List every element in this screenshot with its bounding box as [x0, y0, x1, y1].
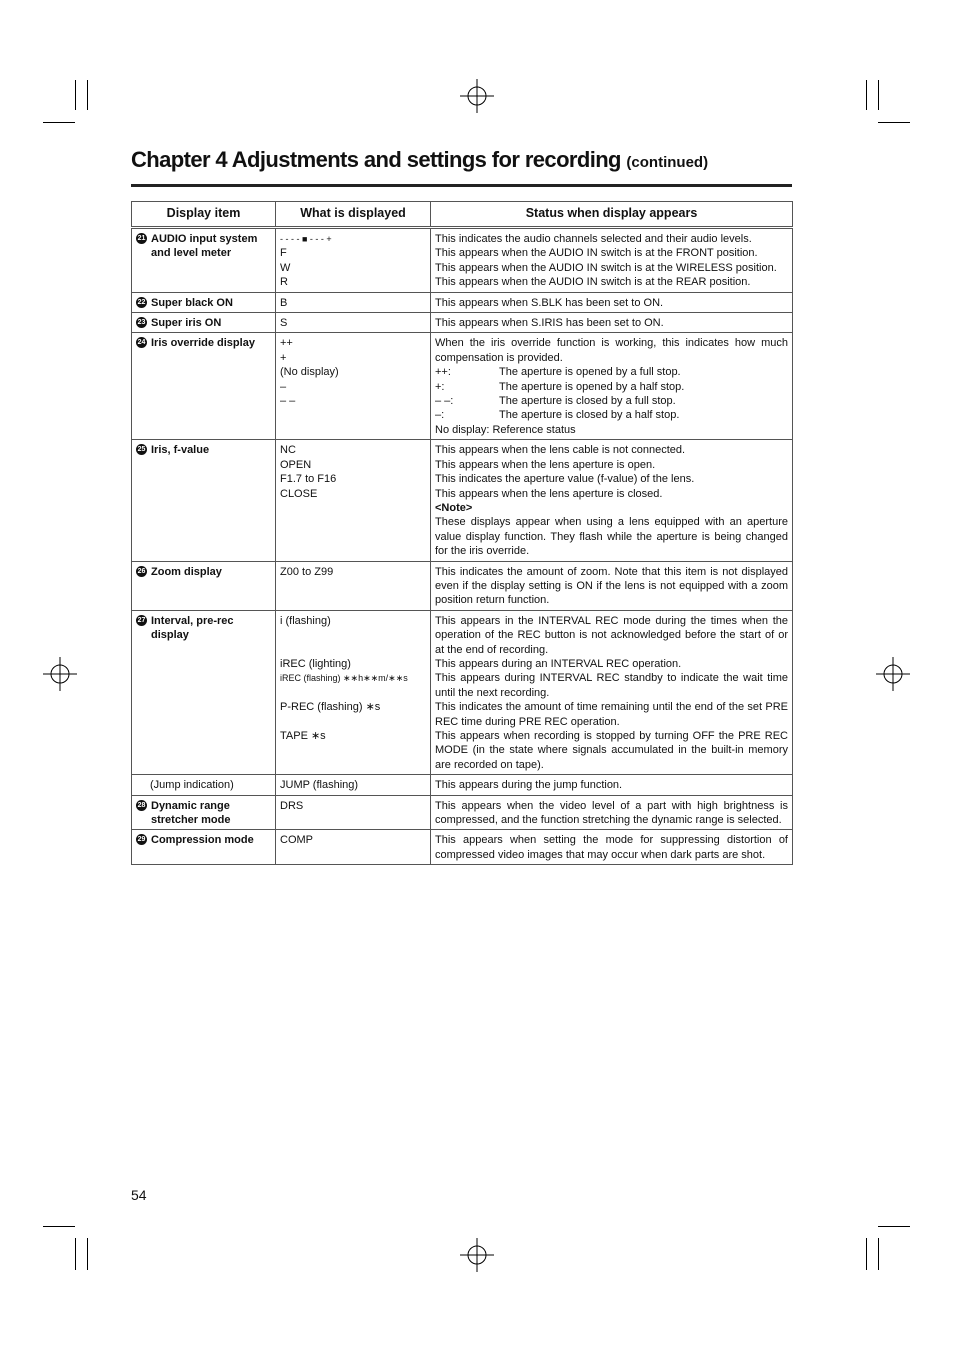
item-number-badge: 28 [137, 801, 146, 809]
display-value: F1.7 to F16 [280, 473, 337, 486]
display-value: TAPE ∗s [280, 729, 326, 742]
status-cell [431, 830, 793, 865]
item-number-badge: 26 [137, 567, 146, 575]
column-header: Status when display appears [431, 202, 793, 228]
status-text: This indicates the amount of zoom. Note that this item is not displayed even if the display setting is ON if the lens is not equipped with a zoom position return function. [435, 565, 788, 607]
display-item-cell [132, 292, 276, 312]
display-value: – – [280, 395, 296, 408]
display-value: – [280, 380, 287, 393]
status-text: This appears when setting the mode for suppressing distortion of compressed video images that may occur when dark parts are shot. [435, 834, 788, 861]
status-text: This appears when recording is stopped by turning OFF the PRE REC MODE (in the state where signals accumulated in the built-in memory are recorded on tape). [435, 730, 788, 771]
status-cell [431, 775, 793, 795]
display-value: i (flashing) [280, 614, 331, 627]
item-number-badge: 29 [137, 836, 146, 844]
pair-key: – –: [435, 395, 454, 408]
item-label: Interval, pre-rec display [151, 614, 234, 642]
title-continued: (continued) [626, 154, 709, 171]
item-number-badge: 22 [137, 298, 146, 306]
display-value: W [280, 261, 291, 274]
status-pair [435, 365, 788, 379]
table-row [132, 440, 793, 561]
table-row [132, 333, 793, 440]
crop-mark [75, 1238, 76, 1270]
display-value: CLOSE [280, 487, 318, 500]
page-title [131, 147, 708, 173]
status-text: This appears when the lens aperture is open. [435, 458, 656, 471]
table-row [132, 795, 793, 830]
status-text: This appears during INTERVAL REC standby to indicate the wait time until the next recording. [435, 672, 788, 699]
table-header-row [132, 202, 793, 228]
display-value: F [280, 247, 287, 260]
status-cell [431, 440, 793, 561]
registration-mark-icon [43, 657, 77, 691]
crop-mark [87, 80, 88, 110]
item-label: Super black ON [151, 296, 233, 309]
crop-mark [866, 80, 867, 110]
status-pair [435, 394, 788, 408]
pair-value: The aperture is opened by a full stop. [499, 366, 681, 379]
display-item-cell [132, 561, 276, 610]
what-displayed-cell [276, 795, 431, 830]
status-text: No display: Reference status [435, 423, 576, 436]
status-cell [431, 313, 793, 333]
registration-mark-icon [460, 79, 494, 113]
note-label: <Note> [435, 501, 473, 514]
table-row [132, 610, 793, 774]
item-label: Dynamic range stretcher mode [151, 799, 231, 827]
what-displayed-cell [276, 830, 431, 865]
status-text: This appears during the jump function. [435, 779, 623, 792]
pair-value: The aperture is opened by a half stop. [499, 380, 685, 393]
table-row [132, 292, 793, 312]
status-text: This appears when the AUDIO IN switch is at the WIRELESS position. [435, 261, 777, 274]
status-text: This indicates the audio channels selected and their audio levels. [435, 233, 752, 245]
item-number-badge: 25 [137, 446, 146, 454]
status-cell [431, 610, 793, 774]
page-number: 54 [131, 1187, 147, 1203]
item-label: Iris override display [151, 337, 255, 350]
pair-value: The aperture is closed by a full stop. [499, 395, 676, 408]
crop-mark [87, 1238, 88, 1270]
table-row [132, 830, 793, 865]
note-text: These displays appear when using a lens equipped with an aperture value display function. They flash while the aperture is being changed for the iris override. [435, 516, 788, 558]
item-number-badge: 23 [137, 319, 146, 327]
display-items-table [131, 201, 793, 865]
display-item-cell [132, 228, 276, 293]
title-text: Chapter 4 Adjustments and settings for recording [131, 147, 621, 172]
column-header: Display item [132, 202, 276, 228]
status-pair [435, 380, 788, 394]
what-displayed-cell [276, 228, 431, 293]
item-label: Zoom display [151, 565, 222, 578]
status-text: This indicates the aperture value (f-value) of the lens. [435, 473, 695, 486]
what-displayed-cell [276, 333, 431, 440]
status-text: This appears when the lens cable is not connected. [435, 444, 686, 457]
display-value: - - - - ■ - - - + [280, 234, 332, 244]
status-cell [431, 228, 793, 293]
crop-mark [878, 122, 910, 123]
table-row [132, 228, 793, 293]
display-value: + [280, 351, 287, 364]
item-number-badge: 27 [137, 616, 146, 624]
registration-mark-icon [876, 657, 910, 691]
display-value: R [280, 276, 288, 289]
status-text: When the iris override function is working, this indicates how much compensation is provided. [435, 337, 788, 364]
display-value: B [280, 296, 288, 309]
display-item-cell [132, 775, 276, 795]
display-value: S [280, 317, 288, 330]
display-item-cell [132, 333, 276, 440]
pair-value: The aperture is closed by a half stop. [499, 409, 680, 422]
what-displayed-cell [276, 561, 431, 610]
status-cell [431, 292, 793, 312]
item-label: Compression mode [151, 834, 254, 847]
item-label: (Jump indication) [150, 779, 234, 792]
what-displayed-cell [276, 440, 431, 561]
what-displayed-cell [276, 313, 431, 333]
status-text: This appears when the video level of a part with high brightness is compressed, and the function stretching the dynamic range is selected. [435, 799, 788, 827]
display-value: iREC (lighting) [280, 657, 351, 670]
pair-key: –: [435, 409, 445, 422]
what-displayed-cell [276, 775, 431, 795]
item-number-badge: 24 [137, 339, 146, 347]
status-cell [431, 561, 793, 610]
status-text: This indicates the amount of time remaining until the end of the set PRE REC time during PRE REC operation. [435, 701, 788, 728]
crop-mark [878, 1238, 879, 1270]
crop-mark [878, 80, 879, 110]
table-row [132, 313, 793, 333]
title-rule [131, 184, 792, 187]
display-value: P-REC (flashing) ∗s [280, 701, 381, 714]
status-text: This appears when the lens aperture is closed. [435, 487, 663, 500]
pair-key: +: [435, 380, 445, 393]
status-text: This appears during an INTERVAL REC operation. [435, 657, 682, 670]
status-cell [431, 795, 793, 830]
status-text: This appears in the INTERVAL REC mode during the times when the operation of the REC button is not acknowledged before the start of or at the end of recording. [435, 614, 788, 656]
display-value: (No display) [280, 366, 339, 379]
item-label: Iris, f-value [151, 444, 210, 457]
column-header: What is displayed [276, 202, 431, 228]
crop-mark [43, 122, 75, 123]
display-value: OPEN [280, 458, 312, 471]
status-cell [431, 333, 793, 440]
crop-mark [43, 1226, 75, 1227]
display-item-cell [132, 610, 276, 774]
display-item-cell [132, 830, 276, 865]
display-item-cell [132, 313, 276, 333]
display-value: NC [280, 444, 296, 457]
status-text: This appears when the AUDIO IN switch is at the REAR position. [435, 276, 751, 289]
item-label: Super iris ON [151, 317, 222, 330]
crop-mark [878, 1226, 910, 1227]
registration-mark-icon [460, 1238, 494, 1272]
display-value: DRS [280, 799, 304, 812]
item-label: AUDIO input system and level meter [151, 233, 258, 260]
table-row [132, 561, 793, 610]
what-displayed-cell [276, 610, 431, 774]
display-item-cell [132, 795, 276, 830]
crop-mark [75, 80, 76, 110]
table-row [132, 775, 793, 795]
display-value: iREC (flashing) ∗∗h∗∗m/∗∗s [280, 673, 408, 684]
item-number-badge: 21 [137, 235, 146, 242]
crop-mark [866, 1238, 867, 1270]
display-value: COMP [280, 834, 313, 847]
display-value: Z00 to Z99 [280, 565, 334, 578]
pair-key: ++: [435, 366, 451, 379]
display-value: JUMP (flashing) [280, 779, 359, 792]
status-text: This appears when S.BLK has been set to ON. [435, 296, 664, 309]
status-text: This appears when S.IRIS has been set to ON. [435, 317, 664, 330]
what-displayed-cell [276, 292, 431, 312]
status-pair [435, 408, 788, 422]
status-text: This appears when the AUDIO IN switch is at the FRONT position. [435, 247, 758, 260]
display-value: ++ [280, 337, 293, 350]
display-item-cell [132, 440, 276, 561]
